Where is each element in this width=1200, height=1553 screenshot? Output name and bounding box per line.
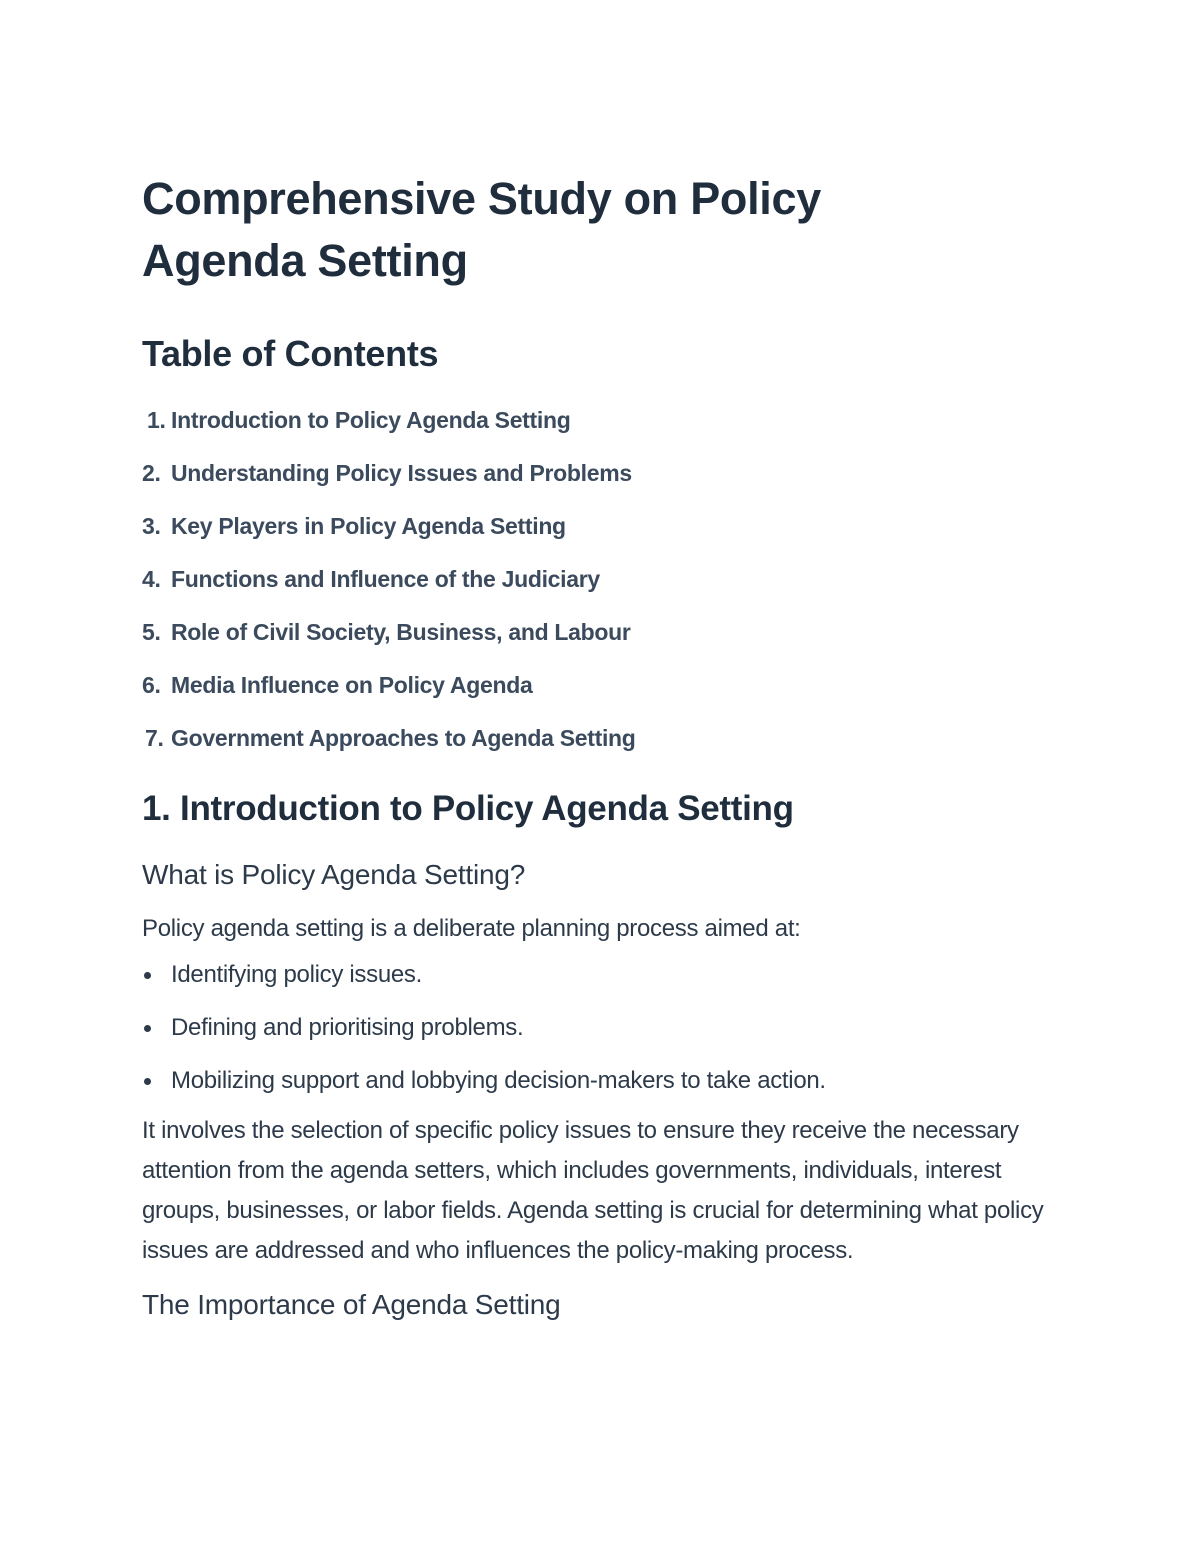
bullet-icon bbox=[144, 1078, 151, 1085]
toc-item-number: 1. bbox=[147, 407, 166, 433]
bullet-text: Identifying policy issues. bbox=[171, 961, 422, 988]
toc-item-media[interactable] bbox=[142, 670, 1072, 723]
toc-item-government[interactable] bbox=[142, 723, 1072, 776]
section-1-bullet-list bbox=[142, 960, 1072, 1119]
document-title-line-1: Comprehensive Study on Policy bbox=[142, 173, 821, 224]
toc-item-label: Government Approaches to Agenda Setting bbox=[171, 725, 636, 751]
toc-heading: Table of Contents bbox=[142, 333, 439, 374]
toc-item-number: 3. bbox=[142, 513, 161, 539]
list-item bbox=[142, 960, 1072, 1013]
section-1-intro: Policy agenda setting is a deliberate planning process aimed at: bbox=[142, 915, 801, 942]
toc-item-number: 4. bbox=[142, 566, 161, 592]
toc-item-label: Understanding Policy Issues and Problems bbox=[171, 460, 632, 486]
section-1-subheading-2: The Importance of Agenda Setting bbox=[142, 1289, 561, 1320]
list-item bbox=[142, 1066, 1072, 1119]
document-page bbox=[142, 168, 1072, 1323]
toc-item-label: Media Influence on Policy Agenda bbox=[171, 672, 533, 698]
toc-item-label: Role of Civil Society, Business, and Labour bbox=[171, 619, 631, 645]
document-title bbox=[142, 168, 1072, 292]
bullet-text: Defining and prioritising problems. bbox=[171, 1014, 524, 1041]
toc-item-label: Introduction to Policy Agenda Setting bbox=[171, 407, 571, 433]
section-1-heading: 1. Introduction to Policy Agenda Setting bbox=[142, 789, 794, 828]
toc-item-label: Key Players in Policy Agenda Setting bbox=[171, 513, 566, 539]
toc-item-number: 6. bbox=[142, 672, 161, 698]
toc-item-number: 7. bbox=[145, 725, 164, 751]
toc-item-number: 5. bbox=[142, 619, 161, 645]
section-1-subheading: What is Policy Agenda Setting? bbox=[142, 859, 526, 890]
toc-item-introduction[interactable] bbox=[142, 405, 1072, 458]
toc-item-number: 2. bbox=[142, 460, 161, 486]
toc-item-label: Functions and Influence of the Judiciary bbox=[171, 566, 600, 592]
table-of-contents bbox=[142, 405, 1072, 776]
toc-item-civil-society[interactable] bbox=[142, 617, 1072, 670]
bullet-icon bbox=[144, 1025, 151, 1032]
toc-item-policy-issues[interactable] bbox=[142, 458, 1072, 511]
list-item bbox=[142, 1013, 1072, 1066]
toc-item-key-players[interactable] bbox=[142, 511, 1072, 564]
document-title-line-2: Agenda Setting bbox=[142, 235, 468, 286]
bullet-icon bbox=[144, 972, 151, 979]
section-1-paragraph: It involves the selection of specific policy issues to ensure they receive the necessary attention from the agenda setters, which includes governments, individuals, interest groups, businesses, or labor fields. Agenda setting is crucial for determining what policy issues are addressed and who influences the policy-making process. bbox=[142, 1117, 1044, 1264]
toc-item-judiciary[interactable] bbox=[142, 564, 1072, 617]
bullet-text: Mobilizing support and lobbying decision-makers to take action. bbox=[171, 1067, 826, 1094]
